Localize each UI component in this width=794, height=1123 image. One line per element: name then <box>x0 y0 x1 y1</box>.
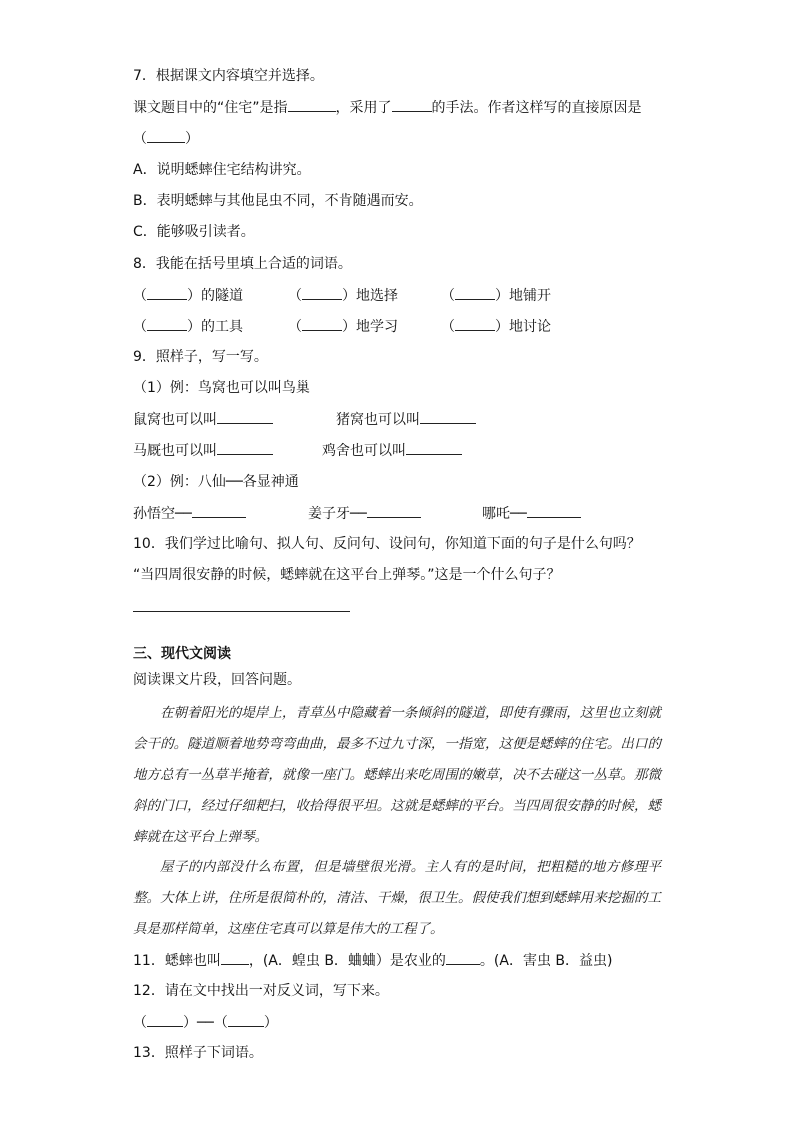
q8-item <box>133 316 243 337</box>
bracket-close: ） <box>183 1015 197 1031</box>
q9-prompt-text: 猪窝也可以叫 <box>336 412 420 428</box>
q11-blank-1[interactable] <box>221 950 249 965</box>
q9-prompt <box>322 440 462 461</box>
bracket-close: ） <box>187 319 201 335</box>
q9-example-1: （1）例：鸟窝也可以叫鸟巢 <box>133 380 310 396</box>
bracket-open: （ <box>133 1015 147 1031</box>
q9-title: 9．照样子，写一写。 <box>133 349 268 365</box>
q7-option-a[interactable]: A．说明蟋蟀住宅结构讲究。 <box>133 162 311 178</box>
q8-item <box>441 316 551 337</box>
q8-blank[interactable] <box>455 285 495 300</box>
q9-prompt <box>336 409 476 430</box>
bracket-open: （ <box>288 288 302 304</box>
q8-suffix: 地铺开 <box>509 288 551 304</box>
q7-text-a: 课文题目中的“住宅”是指 <box>133 100 288 116</box>
q9-prompt-text: 鸡舍也可以叫 <box>322 443 406 459</box>
q11-text-c: 。(A．害虫 B．益虫) <box>479 953 613 969</box>
bracket-close: ） <box>185 131 199 147</box>
bracket-close: ） <box>495 288 509 304</box>
q9-blank[interactable] <box>420 409 476 424</box>
q9-blank[interactable] <box>527 503 581 518</box>
q9-prompt <box>133 440 273 461</box>
q9-prompt-text: 姜子牙── <box>308 506 367 522</box>
q11-text-a: 11．蟋蟀也叫 <box>133 953 221 969</box>
bracket-open: （ <box>288 319 302 335</box>
bracket-close: ） <box>342 319 356 335</box>
reading-paragraph-1: 在朝着阳光的堤岸上，青草丛中隐藏着一条倾斜的隧道，即使有骤雨，这里也立刻就会干的。隧道顺着地势弯弯曲曲，最多不过九寸深，一指宽，这便是蟋蟀的住宅。出口的地方总有一丛草半掩着，就像一座门。蟋蟀出来吃周围的嫩草，决不去碰这一丛草。那微斜的门口，经过仔细耙扫，收拾得很平坦。这就是蟋蟀的平台。当四周很安静的时候，蟋蟀就在这平台上弹琴。 <box>133 705 661 845</box>
q8-item <box>288 316 398 337</box>
q8-suffix: 的隧道 <box>201 288 243 304</box>
q7-fill-line <box>133 97 642 118</box>
q7-choice-blank[interactable] <box>147 128 185 143</box>
q7-option-b[interactable]: B．表明蟋蟀与其他昆虫不同，不肯随遇而安。 <box>133 193 423 209</box>
q12-blank-2[interactable] <box>228 1012 264 1027</box>
q8-suffix: 地学习 <box>356 319 398 335</box>
bracket-open: （ <box>213 1015 228 1031</box>
q11-line <box>133 950 612 971</box>
q9-blank[interactable] <box>406 440 462 455</box>
q8-item <box>133 285 243 306</box>
q9-prompt <box>133 503 246 524</box>
q9-blank[interactable] <box>192 503 246 518</box>
q8-item <box>441 285 551 306</box>
bracket-close: ） <box>263 1015 278 1031</box>
q7-choice-bracket <box>133 128 199 149</box>
q9-blank[interactable] <box>217 440 273 455</box>
q8-item <box>288 285 398 306</box>
q9-prompt-text: 马厩也可以叫 <box>133 443 217 459</box>
q10-answer-line[interactable] <box>133 611 350 612</box>
q8-blank[interactable] <box>147 285 187 300</box>
bracket-open: （ <box>441 288 455 304</box>
q8-suffix: 地选择 <box>356 288 398 304</box>
q8-title: 8．我能在括号里填上合适的词语。 <box>133 256 352 272</box>
bracket-close: ） <box>187 288 201 304</box>
q9-prompt-text: 哪吒── <box>482 506 527 522</box>
q9-prompt-text: 孙悟空── <box>133 506 192 522</box>
bracket-close: ） <box>495 319 509 335</box>
q8-blank[interactable] <box>302 316 342 331</box>
q7-option-c[interactable]: C．能够吸引读者。 <box>133 224 255 240</box>
reading-paragraph-2: 屋子的内部没什么布置，但是墙壁很光滑。主人有的是时间，把粗糙的地方修理平整。大体上讲，住所是很简朴的，清洁、干燥，很卫生。假使我们想到蟋蟀用来挖掘的工具是那样简单，这座住宅真可以算是伟大的工程了。 <box>133 859 661 937</box>
q8-suffix: 的工具 <box>201 319 243 335</box>
q9-blank[interactable] <box>367 503 421 518</box>
q9-prompt <box>133 409 273 430</box>
q12-title: 12．请在文中找出一对反义词，写下来。 <box>133 983 389 999</box>
q7-text-b: ，采用了 <box>335 100 392 116</box>
q12-dash: ── <box>197 1015 214 1031</box>
q13-title: 13．照样子下词语。 <box>133 1045 263 1061</box>
bracket-open: （ <box>133 288 147 304</box>
q11-text-b: ，(A．蝗虫 B．蛐蛐）是农业的 <box>248 953 446 969</box>
section-3-instruction: 阅读课文片段，回答问题。 <box>133 672 301 688</box>
q8-blank[interactable] <box>147 316 187 331</box>
q7-blank-1[interactable] <box>288 97 336 112</box>
q9-prompt <box>308 503 421 524</box>
q7-title: 7．根据课文内容填空并选择。 <box>133 68 324 84</box>
q8-blank[interactable] <box>455 316 495 331</box>
q8-suffix: 地讨论 <box>509 319 551 335</box>
bracket-open: （ <box>133 319 147 335</box>
q12-blank-1[interactable] <box>147 1012 183 1027</box>
q10-quote: “当四周很安静的时候，蟋蟀就在这平台上弹琴。”这是一个什么句子？ <box>133 567 561 583</box>
bracket-open: （ <box>133 131 147 147</box>
q11-blank-2[interactable] <box>446 950 480 965</box>
q9-prompt <box>482 503 581 524</box>
q9-blank[interactable] <box>217 409 273 424</box>
q9-prompt-text: 鼠窝也可以叫 <box>133 412 217 428</box>
q7-text-c: 的手法。作者这样写的直接原因是 <box>431 100 642 116</box>
q9-example-2: （2）例：八仙──各显神通 <box>133 474 299 490</box>
bracket-close: ） <box>342 288 356 304</box>
section-3-heading: 三、现代文阅读 <box>133 646 231 662</box>
bracket-open: （ <box>441 319 455 335</box>
q8-blank[interactable] <box>302 285 342 300</box>
q10-title: 10．我们学过比喻句、拟人句、反问句、设问句，你知道下面的句子是什么句吗？ <box>133 536 641 552</box>
q12-answer <box>133 1012 278 1033</box>
q7-blank-2[interactable] <box>392 97 432 112</box>
